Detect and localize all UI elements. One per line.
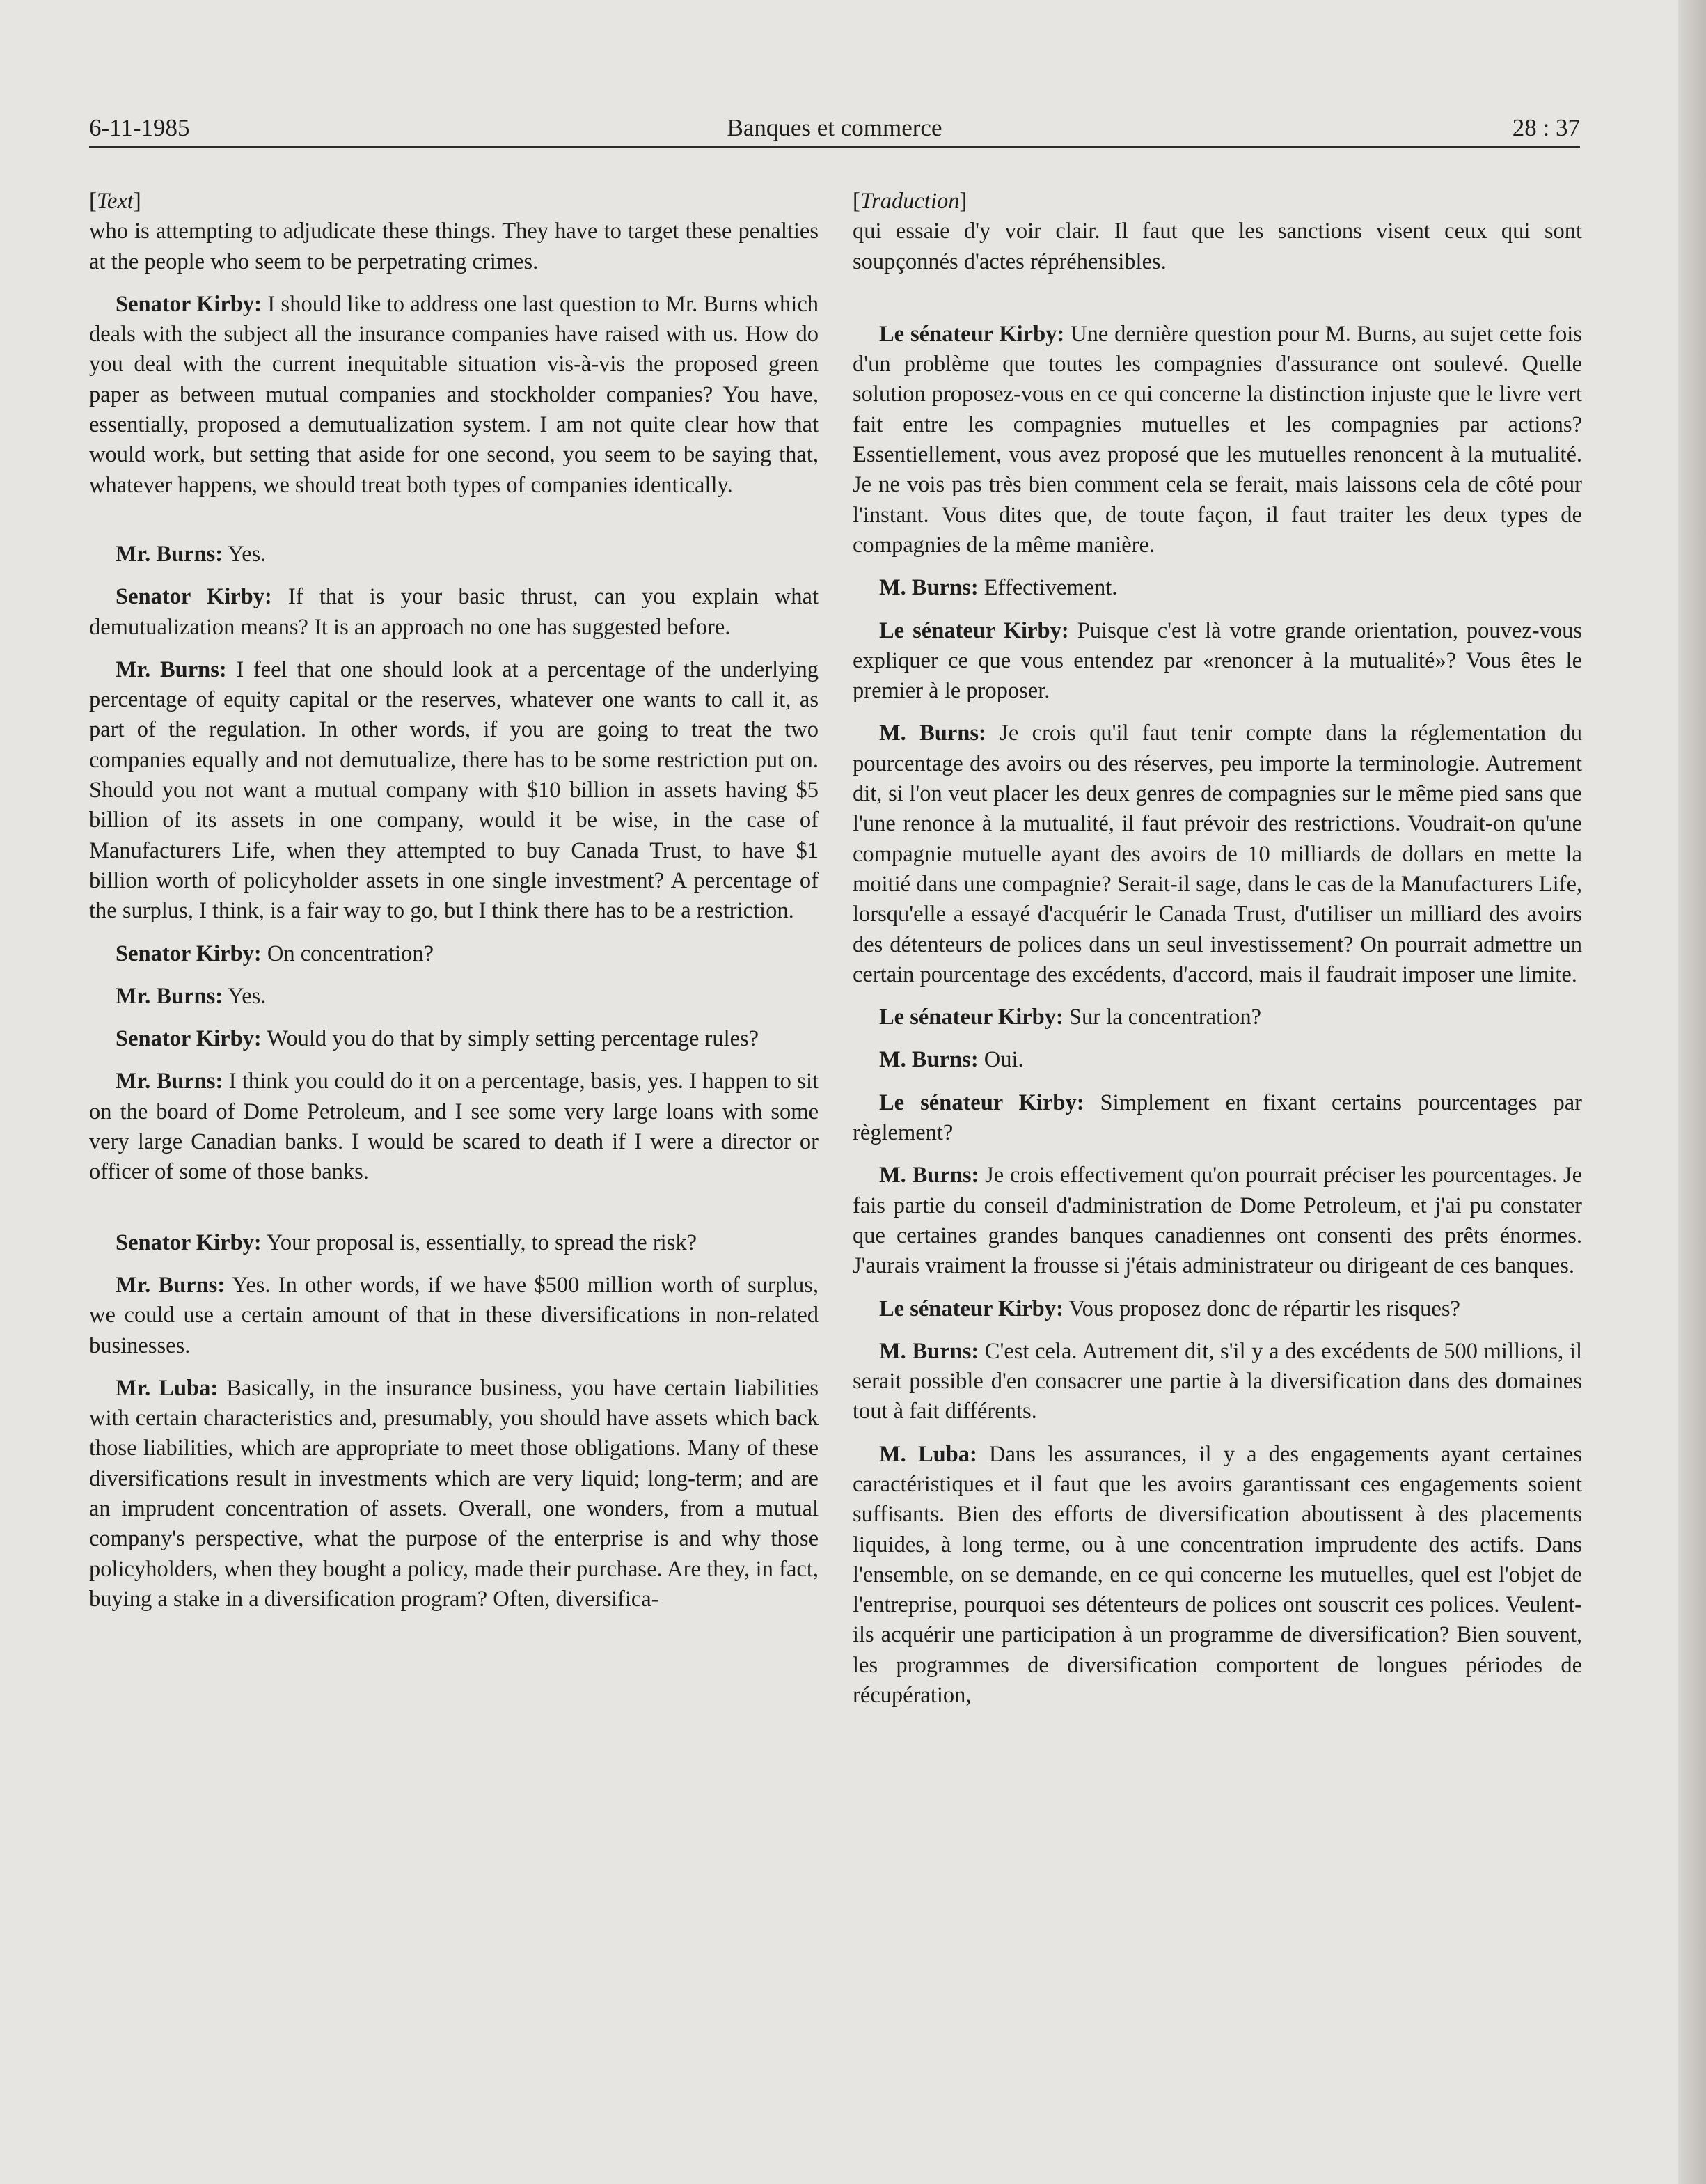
paragraph-text: On concentration? [261, 941, 434, 966]
paragraph-text: Yes. In other words, if we have $500 million worth of surplus, we could use a certain amount of that in these diversifications in non-related businesses. [89, 1272, 819, 1358]
speaker-name: Mr. Burns: [116, 983, 223, 1009]
paragraph [89, 1374, 819, 1615]
paragraph-text: who is attempting to adjudicate these things. They have to target these penalties at the people who seem to be perpetrating crimes. [89, 219, 819, 274]
paragraph-text: Effectivement. [978, 575, 1118, 601]
speaker-name: M. Burns: [879, 1338, 979, 1364]
paragraph [853, 1045, 1582, 1075]
paragraph-text: Une dernière question pour M. Burns, au sujet cette fois d'un problème que toutes les compagnies d'assurance ont soulevé. Quelle solution proposez-vous en ce qui concerne la distinction injuste que le livre vert fait entre les compagnies mutuelles et les compagnies par actions? Essentiellement, vous avez proposé que les mutuelles renoncent à la mutualité. Je ne vois pas très bien comment cela se ferait, mais laissons cela de côté pour l'instant. Vous dites que, de toute façon, il faut traiter les deux types de compagnies de la même manière. [853, 321, 1582, 558]
paragraph [853, 1161, 1582, 1281]
paragraph [853, 217, 1582, 277]
paragraph [89, 1067, 819, 1187]
paragraph-text: Yes. [223, 983, 267, 1009]
speaker-name: M. Burns: [879, 1047, 979, 1073]
paragraph [89, 290, 819, 501]
paragraph-text: Basically, in the insurance business, you have certain liabilities with certain characteristics and, presumably, you should have assets which back those liabilities, which are appropriate to meet those obligations. Many of these diversifications result in investments which are very liquid; long-term; and are an imprudent concentration of assets. Overall, one wonders, from a mutual company's perspective, what the purpose of the enterprise is and why those policyholders, when they bought a policy, made their purchase. Are they, in fact, buying a stake in a diversification program? Often, diversifica- [89, 1375, 819, 1612]
paragraph [89, 217, 819, 277]
paragraph [89, 1271, 819, 1361]
speaker-name: Senator Kirby: [116, 1026, 262, 1052]
speaker-name: M. Burns: [879, 575, 979, 601]
paragraph [853, 616, 1582, 707]
paragraph [853, 1440, 1582, 1711]
paragraph [89, 1228, 819, 1258]
paragraph-text: I think you could do it on a percentage, basis, yes. I happen to sit on the board of Dome Petroleum, and I see some very large loans with some very large Canadian banks. I would be scared to death if I were a director or officer of some of those banks. [89, 1069, 819, 1185]
header-rule [89, 146, 1580, 148]
paragraph [89, 982, 819, 1012]
paragraph-text: qui essaie d'y voir clair. Il faut que les sanctions visent ceux qui sont soupçonnés d'actes répréhensibles. [853, 219, 1582, 274]
column-label-text: [Text] [89, 189, 141, 214]
speaker-name: Le sénateur Kirby: [879, 1296, 1064, 1321]
speaker-name: Mr. Burns: [116, 1069, 223, 1094]
paragraph-text: I should like to address one last question to Mr. Burns which deals with the subject all the insurance companies have raised with us. How do you deal with the current inequitable situation vis-à-vis the proposed green paper as between mutual companies and stockholder companies? You have, essentially, proposed a demutualization system. I am not quite clear how that would work, but setting that aside for one second, you seem to be saying that, whatever happens, we should treat both types of companies identically. [89, 291, 819, 498]
speaker-name: Le sénateur Kirby: [879, 1090, 1084, 1115]
column-label-text: [Traduction] [853, 189, 967, 214]
paragraph-text: Je crois effectivement qu'on pourrait préciser les pourcentages. Je fais partie du conseil d'administration de Dome Petroleum, et j'ai pu constater que certaines grandes banques canadiennes ont consenti des prêts énormes. J'aurais vraiment la frousse si j'étais administrateur ou dirigeant de ces banques. [853, 1163, 1582, 1279]
paragraph [853, 573, 1582, 603]
paragraph [89, 1024, 819, 1054]
speaker-name: Senator Kirby: [116, 941, 262, 966]
paragraph-text: Dans les assurances, il y a des engagements ayant certaines caractéristiques et il faut que les avoirs garantissant ces engagements soient suffisants. Bien des efforts de diversification aboutissent à des placements liquides, à long terme, ou à une concentration imprudente des actifs. Dans l'ensemble, on se demande, en ce qui concerne les mutuelles, quel est l'objet de l'entreprise, pourquoi ses détenteurs de polices ont souscrit ces polices. Veulent-ils acquérir une participation à un programme de diversification? Bien souvent, les programmes de diversification comportent de longues périodes de récupération, [853, 1441, 1582, 1708]
paragraph-text: Je crois qu'il faut tenir compte dans la réglementation du pourcentage des avoirs ou des réserves, peu importe la terminologie. Autrement dit, si l'on veut placer les deux genres de compagnies sur le même pied sans que l'une renonce à la mutualité, il faut prévoir des restrictions. Voudrait-on qu'une compagnie mutuelle ayant des avoirs de 10 milliards de dollars en mette la moitié dans une compagnie? Serait-il sage, dans le cas de la Manufacturers Life, lorsqu'elle a essayé d'acquérir le Canada Trust, d'utiliser un milliard des avoirs des détenteurs de polices dans un seul investissement? On pourrait admettre un certain pourcentage des excédents, d'accord, mais il faudrait imposer une limite. [853, 721, 1582, 987]
header-committee-title: Banques et commerce [727, 114, 942, 141]
column-label: Traduction [860, 189, 960, 214]
speaker-name: Senator Kirby: [116, 584, 272, 610]
header-date: 6-11-1985 [89, 114, 190, 141]
paragraph-text: I feel that one should look at a percentage of the underlying percentage of equity capital or the reserves, whatever one wants to call it, as part of the regulation. In other words, if you are going to treat the two companies equally and not demutualize, there has to be some restriction put on. Should you not want a mutual company with $10 billion in assets having $5 billion of its assets in one company, would it be wise, in the case of Manufacturers Life, when they attempted to buy Canada Trust, to have $1 billion worth of policyholder assets in one single investment? A percentage of the surplus, I think, is a fair way to go, but I think there has to be a restriction. [89, 657, 819, 924]
speaker-name: Le sénateur Kirby: [879, 321, 1065, 347]
paragraph [853, 1003, 1582, 1032]
paragraph [89, 582, 819, 643]
french-column [853, 187, 1582, 1711]
paragraph-text: Would you do that by simply setting percentage rules? [261, 1026, 759, 1052]
paragraph-text: Yes. [223, 541, 267, 567]
column-label: Text [96, 189, 134, 214]
running-header [89, 110, 1580, 146]
paragraph-text: If that is your basic thrust, can you explain what demutualization means? It is an approach no one has suggested before. [89, 584, 819, 640]
paragraph [89, 939, 819, 969]
speaker-name: Mr. Luba: [116, 1375, 219, 1401]
paragraph [853, 1337, 1582, 1427]
paragraph [89, 655, 819, 927]
speaker-name: Le sénateur Kirby: [879, 1005, 1064, 1030]
speaker-name: M. Burns: [879, 1163, 979, 1188]
paragraph [853, 1088, 1582, 1149]
speaker-name: Senator Kirby: [116, 1230, 262, 1255]
english-column [89, 187, 819, 1615]
speaker-name: Le sénateur Kirby: [879, 618, 1069, 643]
paragraph [853, 1294, 1582, 1324]
speaker-name: M. Luba: [879, 1441, 977, 1467]
paragraph-text: Sur la concentration? [1063, 1005, 1262, 1030]
page-edge-shadow [1678, 0, 1706, 2184]
paragraph-text: Oui. [978, 1047, 1024, 1073]
paragraph-text: C'est cela. Autrement dit, s'il y a des excédents de 500 millions, il serait possible d'en consacrer une partie à la diversification dans des domaines tout à fait différents. [853, 1338, 1583, 1424]
speaker-name: Mr. Burns: [116, 541, 223, 567]
speaker-name: Mr. Burns: [116, 657, 227, 682]
paragraph-text: Vous proposez donc de répartir les risques? [1063, 1296, 1460, 1321]
header-page-number: 28 : 37 [1512, 114, 1580, 141]
paragraph-text: Puisque c'est là votre grande orientation, pouvez-vous expliquer ce que vous entendez par «renoncer à la mutualité»? Vous êtes le premier à le proposer. [853, 618, 1582, 704]
paragraph [853, 718, 1582, 990]
speaker-name: M. Burns: [879, 721, 986, 746]
speaker-name: Senator Kirby: [116, 291, 262, 317]
paragraph-text: Your proposal is, essentially, to spread the risk? [261, 1230, 697, 1255]
paragraph [853, 320, 1582, 560]
paragraph-text: Simplement en fixant certains pourcentages par règlement? [853, 1090, 1582, 1146]
speaker-name: Mr. Burns: [116, 1272, 226, 1298]
paragraph [89, 540, 819, 569]
